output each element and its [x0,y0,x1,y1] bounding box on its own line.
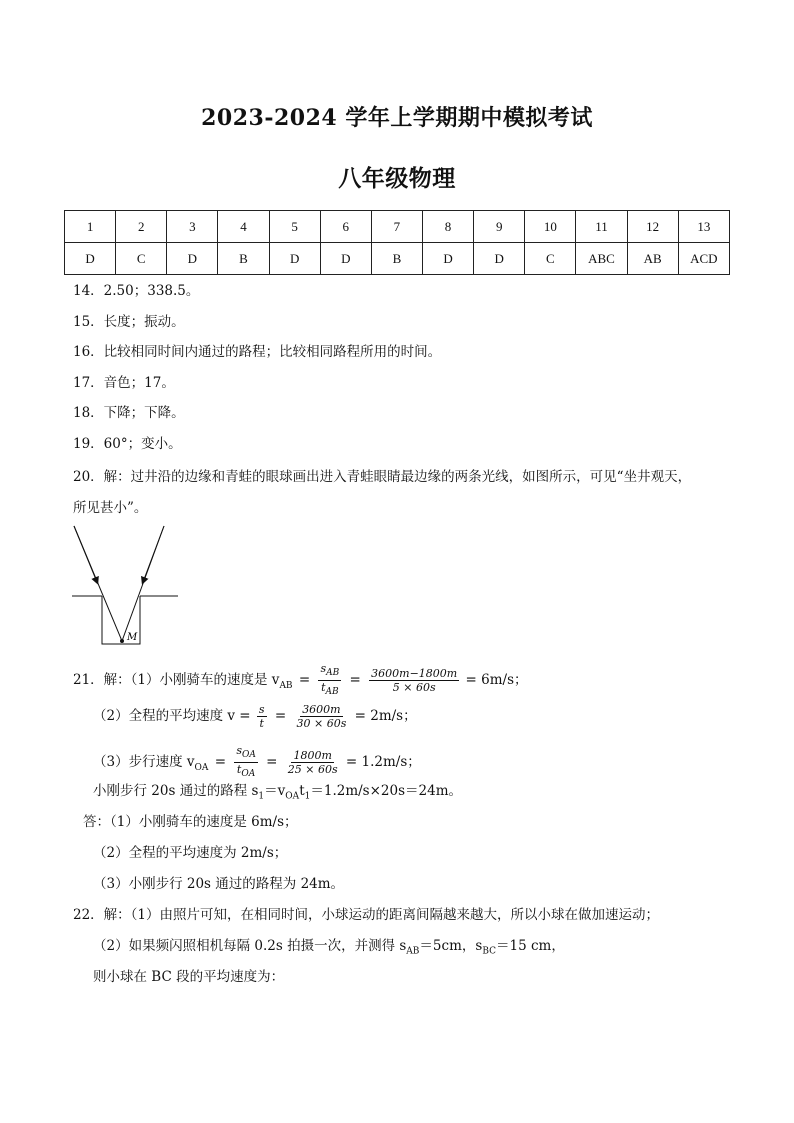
question-number: 3 [167,211,218,243]
fraction: $\frac{3600m-1800m}{5 \times 60s}$ [371,667,458,695]
answer-cell: D [422,243,473,275]
fraction: $\frac{s_{AB}}{t_{AB}}$ [320,662,340,698]
answer-cell: D [167,243,218,275]
frog-eye-dot [120,639,124,643]
arrow-left-icon [74,526,97,582]
fraction: $\frac{1800m}{25 \times 60s}$ [287,749,338,777]
answer-q21-conclusion-1: 答：（1）小刚骑车的速度是 6m/s； [83,814,298,830]
answer-cell: D [474,243,525,275]
question-number: 7 [371,211,422,243]
question-number: 10 [525,211,576,243]
answer-cell: D [65,243,116,275]
answer-q14: 14．2.50；338.5。 [73,283,200,299]
answer-q20-line2: 所见甚小”。 [73,500,148,516]
answer-cell: C [525,243,576,275]
question-number: 12 [627,211,678,243]
answer-q16: 16．比较相同时间内通过的路程；比较相同路程所用的时间。 [73,344,442,360]
answer-table-number-row [65,211,730,243]
answer-q20-line1: 20．解：过井沿的边缘和青蛙的眼球画出进入青蛙眼睛最边缘的两条光线，如图所示，可见“坐井观天， [73,469,692,485]
answer-q22-line2: （2）如果频闪照相机每隔 0.2s 拍摄一次，并测得 $s_{AB}=5cm$，$s_{BC}=15$ cm， [93,938,565,957]
question-number: 1 [65,211,116,243]
arrow-right-icon [143,526,164,582]
answer-cell: B [218,243,269,275]
answer-cell: C [116,243,167,275]
question-number: 8 [422,211,473,243]
answer-q21-conclusion-3: （3）小刚步行 20s 通过的路程为 24m。 [93,876,345,892]
answer-q22-line3: 则小球在 BC 段的平均速度为： [93,969,285,985]
answer-q17: 17．音色；17。 [73,375,175,391]
exam-title: 2023-2024 学年上学期期中模拟考试 [201,105,593,131]
answer-cell: D [269,243,320,275]
answer-q15: 15．长度；振动。 [73,314,185,330]
answer-cell: ACD [678,243,729,275]
answer-cell: ABC [576,243,627,275]
question-number: 4 [218,211,269,243]
answer-table-answer-row [65,243,730,275]
answer-cell: AB [627,243,678,275]
question-number: 11 [576,211,627,243]
fraction: $\frac{s}{t}$ [258,703,265,730]
fraction: $\frac{s_{OA}}{t_{OA}}$ [236,744,256,780]
answer-q21-conclusion-2: （2）全程的平均速度为 2m/s； [93,845,288,861]
answer-q21-walk-distance: 小刚步行 20s 通过的路程 $s_1=v_{OA}t_1=1.2m/s\times 20s=24m$。 [93,783,463,802]
well-frog-diagram [66,522,184,648]
fraction: $\frac{3600m}{30 \times 60s}$ [296,703,347,730]
answer-q21-part2: （2）全程的平均速度 v = $\frac{s}{t}$ = $\frac{3600m}{30 \times 60s}$ = 2m/s； [93,703,417,730]
answer-q22-line1: 22．解：（1）由照片可知，在相同时间，小球运动的距离间隔越来越大，所以小球在做加速运动； [73,907,660,923]
question-number: 5 [269,211,320,243]
answer-cell: D [320,243,371,275]
answer-q21-part1: 21．解：（1）小刚骑车的速度是 $v_{AB}$ = $\frac{s_{AB}}{t_{AB}}$ = $\frac{3600m-1800m}{5 \times 60s}$ = 6m/s； [73,662,528,698]
point-label: M [127,632,138,643]
answer-cell: B [371,243,422,275]
question-number: 2 [116,211,167,243]
answer-q21-part3: （3）步行速度 $v_{OA}$ = $\frac{s_{OA}}{t_{OA}}$ = $\frac{1800m}{25 \times 60s}$ = 1.2m/s； [93,744,421,780]
answer-table [64,210,730,275]
answer-q19: 19．60°；变小。 [73,436,182,452]
subject-title: 八年级物理 [338,165,456,192]
question-number: 13 [678,211,729,243]
question-number: 6 [320,211,371,243]
question-number: 9 [474,211,525,243]
answer-q18: 18．下降；下降。 [73,405,185,421]
